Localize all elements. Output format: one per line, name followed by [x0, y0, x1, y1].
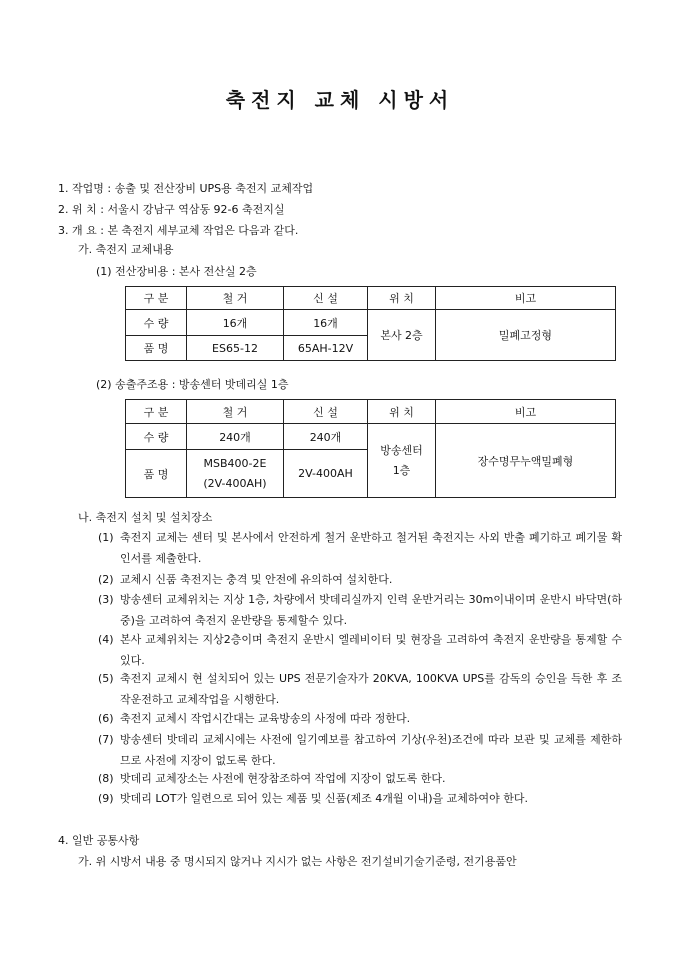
list-item [98, 708, 622, 729]
table1-header-remark: 비고 [436, 287, 616, 310]
list-item-text: 방송센터 교체위치는 지상 1층, 차량에서 밧데리실까지 인력 운반거리는 30m이내이며 운반시 바닥면(하중)을 고려하여 축전지 운반량을 통제할수 있다. [120, 593, 622, 627]
table2-header-category: 구 분 [126, 400, 187, 424]
item-1-job-name: 1. 작업명 : 송출 및 전산장비 UPS용 축전지 교체작업 [58, 182, 314, 195]
table2-model-removal-line2: (2V-400AH) [203, 476, 267, 490]
table1-header-category: 구 분 [126, 287, 187, 310]
list-item [98, 629, 622, 671]
list-item-text: 본사 교체위치는 지상2층이며 축전지 운반시 엘레비이터 및 현장을 고려하여 축전지 운반량을 통제할 수 있다. [120, 633, 622, 667]
table1-model-removal: ES65-12 [187, 336, 284, 361]
list-item-text: 교체시 신품 축전지는 충격 및 안전에 유의하여 설치한다. [120, 573, 393, 586]
table1-qty-removal: 16개 [187, 310, 284, 336]
table1-model-label: 품 명 [126, 336, 187, 361]
item-3-overview: 3. 개 요 : 본 축전지 세부교체 작업은 다음과 같다. [58, 224, 299, 237]
table2-location-line1: 방송센터 [380, 443, 423, 457]
list-item-number: (9) [98, 792, 114, 805]
table1-header-location: 위 치 [368, 287, 436, 310]
table2-remark: 장수명무누액밀폐형 [436, 424, 616, 498]
list-item-text: 축전지 교체시 현 설치되어 있는 UPS 전문기술자가 20KVA, 100KVA UPS를 감독의 승인을 득한 후 조작운전하고 교체작업을 시행한다. [120, 672, 622, 706]
list-item [98, 788, 638, 809]
page-title: 축전지 교체 시방서 [225, 88, 455, 112]
list-item-number: (4) [98, 633, 114, 646]
section-na-heading: 나. 축전지 설치 및 설치장소 [78, 511, 213, 524]
list-item-text: 축전지 교체시 작업시간대는 교육방송의 사정에 따라 정한다. [120, 712, 411, 725]
list-item [98, 729, 622, 771]
sub-2-heading: (2) 송출주조용 : 방송센터 밧데리실 1층 [96, 378, 289, 391]
table2-qty-new: 240개 [284, 424, 368, 450]
list-item-number: (1) [98, 531, 114, 544]
table1-header-new: 신 설 [284, 287, 368, 310]
list-item-number: (5) [98, 672, 114, 685]
list-item-number: (2) [98, 573, 114, 586]
list-item [98, 589, 622, 631]
table2-header-remark: 비고 [436, 400, 616, 424]
replacement-table-2 [125, 399, 616, 498]
table2-model-label: 품 명 [126, 450, 187, 498]
table2-qty-label: 수 량 [126, 424, 187, 450]
table2-location-line2: 1층 [392, 463, 411, 477]
list-item [98, 527, 622, 569]
section-4-ga: 가. 위 시방서 내용 중 명시되지 않거나 지시가 없는 사항은 전기설비기술기준령, 전기용품안 [78, 855, 517, 868]
list-item [98, 768, 622, 789]
table2-header-removal: 철 거 [187, 400, 284, 424]
table2-header-location: 위 치 [368, 400, 436, 424]
list-item-number: (7) [98, 733, 114, 746]
list-item [98, 569, 622, 590]
table1-model-new: 65AH-12V [284, 336, 368, 361]
table1-header-removal: 철 거 [187, 287, 284, 310]
table2-header-new: 신 설 [284, 400, 368, 424]
table2-model-new: 2V-400AH [284, 450, 368, 498]
list-item-text: 밧데리 교체장소는 사전에 현장참조하여 작업에 지장이 없도록 한다. [120, 772, 446, 785]
list-item-text: 축전지 교체는 센터 및 본사에서 안전하게 철거 운반하고 철거된 축전지는 사외 반출 폐기하고 폐기물 확인서를 제출한다. [120, 531, 622, 565]
list-item-number: (8) [98, 772, 114, 785]
list-item-number: (6) [98, 712, 114, 725]
replacement-table-1 [125, 286, 616, 361]
section-ga-heading: 가. 축전지 교체내용 [78, 243, 174, 256]
list-item [98, 668, 622, 710]
table2-model-removal-line1: MSB400-2E [203, 456, 267, 470]
sub-1-heading: (1) 전산장비용 : 본사 전산실 2층 [96, 265, 257, 278]
table1-remark: 밀폐고정형 [436, 310, 616, 361]
table1-qty-new: 16개 [284, 310, 368, 336]
table1-qty-label: 수 량 [126, 310, 187, 336]
table2-location [368, 424, 436, 498]
item-2-location: 2. 위 치 : 서울시 강남구 역삼동 92-6 축전지실 [58, 203, 285, 216]
table1-location: 본사 2층 [368, 310, 436, 361]
section-4-heading: 4. 일반 공통사항 [58, 834, 140, 847]
list-item-text: 방송센터 밧데리 교체시에는 사전에 일기예보를 참고하여 기상(우천)조건에 따라 보관 및 교체를 제한하므로 사전에 지장이 없도록 한다. [120, 733, 622, 767]
list-item-text: 밧데리 LOT가 일련으로 되어 있는 제품 및 신품(제조 4개월 이내)을 교체하여야 한다. [120, 792, 529, 805]
list-item-number: (3) [98, 593, 114, 606]
table2-model-removal [187, 450, 284, 498]
table2-qty-removal: 240개 [187, 424, 284, 450]
